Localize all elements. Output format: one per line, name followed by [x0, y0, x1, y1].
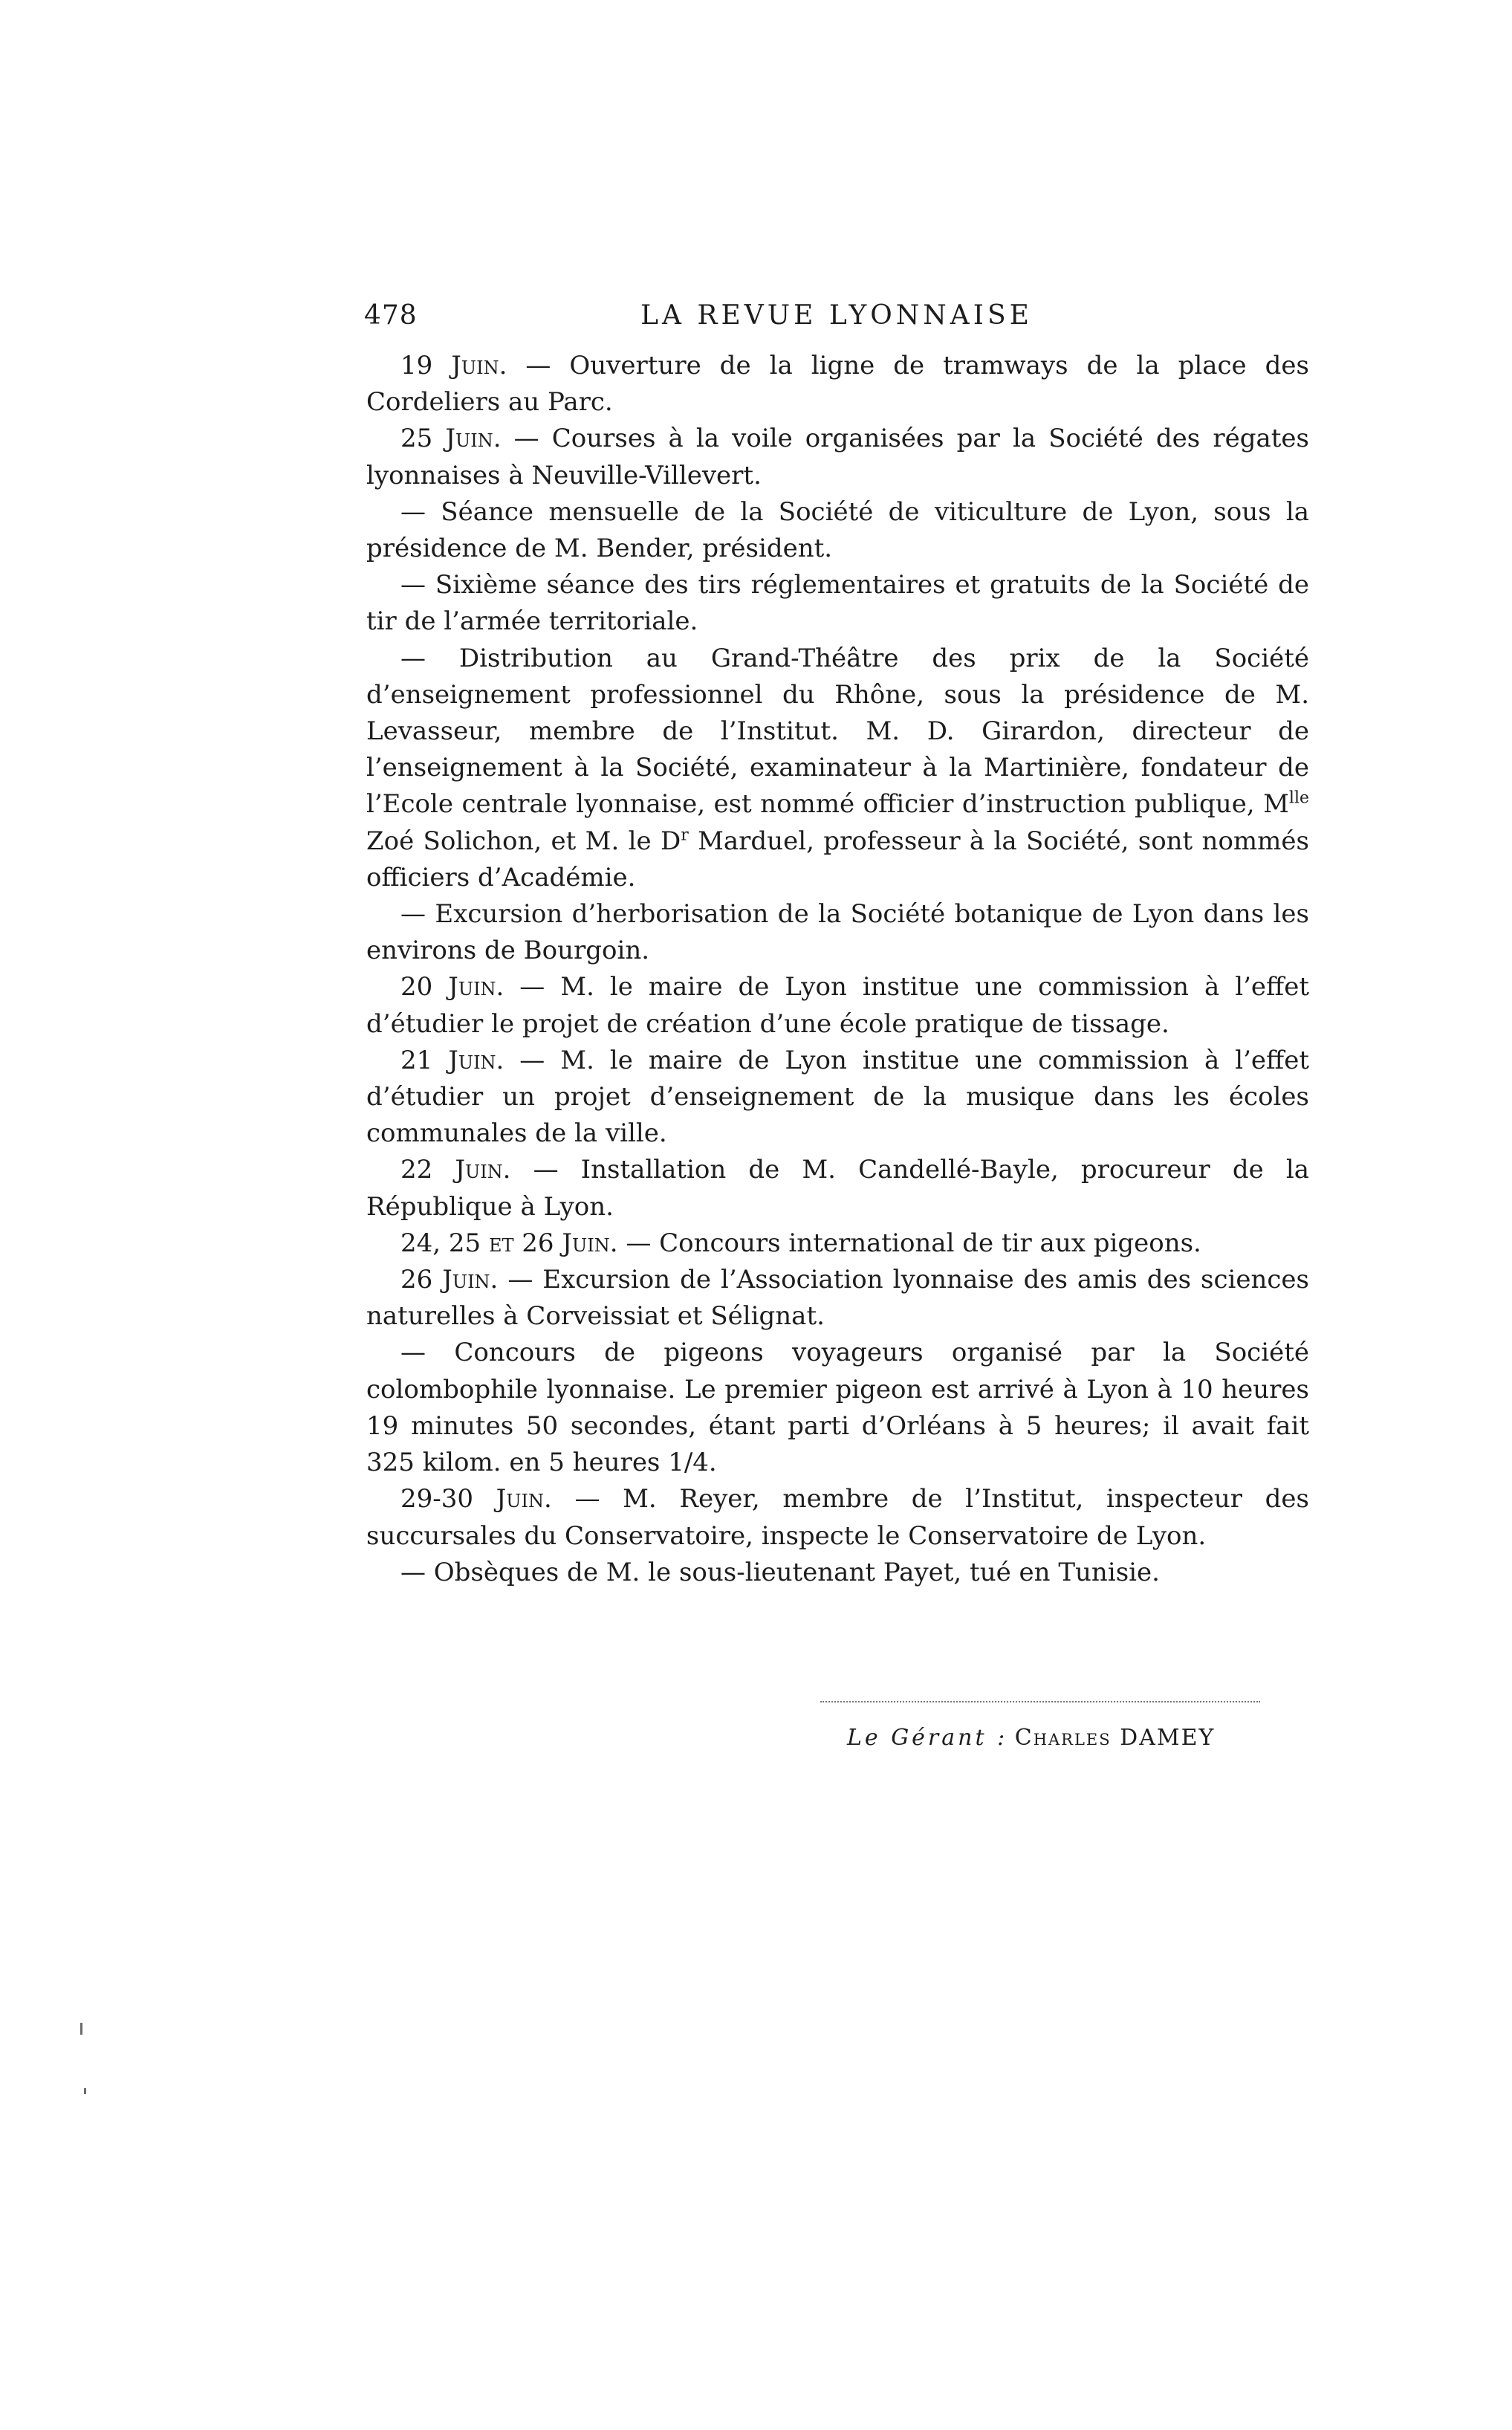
margin-speck	[80, 2023, 82, 2035]
entry	[366, 1152, 1309, 1225]
entry-date: 21 Juin.	[400, 1045, 504, 1075]
entry-text: — Concours international de tir aux pigeons.	[617, 1228, 1201, 1258]
entry	[366, 348, 1309, 421]
entry	[366, 567, 1309, 640]
entry	[366, 896, 1309, 969]
entry	[366, 1481, 1309, 1554]
entry-text: — Excursion d’herborisation de la Société botanique de Lyon dans les environs de Bourgoin.	[366, 899, 1309, 966]
superscript: lle	[1288, 789, 1309, 809]
entry	[366, 421, 1309, 493]
entry	[366, 969, 1309, 1042]
entry-text: — M. Reyer, membre de l’Institut, inspecteur des succursales du Conservatoire, inspecte le Conservatoire de Lyon.	[366, 1484, 1310, 1551]
entry	[366, 494, 1309, 567]
entry	[366, 641, 1309, 896]
entry	[366, 1225, 1309, 1262]
signature-line	[847, 1725, 1215, 1751]
title-abbrev: M	[1263, 789, 1289, 820]
signature-name: Charles DAMEY	[1014, 1725, 1216, 1751]
entry-text: — Sixième séance des tirs réglementaires et gratuits de la Société de tir de l’armée territoriale.	[366, 570, 1309, 637]
entry	[366, 1555, 1309, 1591]
entry-text: — Distribution au Grand-Théâtre des prix de la Société d’enseignement professionnel du Rhône, sous la présidence de M. Levasseur, membre de l’Institut. M. D. Girardon, directeur de l’enseignement à la Société, examinateur à la Martinière, fondateur de l’Ecole centrale lyonnaise, est nommé officier d’instruction publique,	[366, 643, 1309, 820]
running-title: LA REVUE LYONNAISE	[640, 300, 1033, 331]
page-number: 478	[364, 300, 418, 331]
entry-date: 29-30 Juin.	[400, 1484, 552, 1514]
entry-date: 20 Juin.	[400, 972, 504, 1002]
page-header	[364, 300, 1309, 345]
entry	[366, 1262, 1309, 1335]
signature-label: Le Gérant :	[847, 1725, 1008, 1751]
entry-text: — Excursion de l’Association lyonnaise des amis des sciences naturelles à Corveissiat et Sélignat.	[366, 1265, 1310, 1332]
entry	[366, 1043, 1309, 1153]
entry-date: 22 Juin.	[400, 1155, 511, 1185]
chronicle-body	[366, 348, 1309, 1591]
entry-text: — Séance mensuelle de la Société de viticulture de Lyon, sous la présidence de M. Bender, président.	[366, 496, 1309, 564]
entry-text: — Concours de pigeons voyageurs organisé par la Société colombophile lyonnaise. Le premier pigeon est arrivé à Lyon à 10 heures 19 minutes 50 secondes, étant parti d’Orléans à 5 heures; il avait fait 325 kilom. en 5 heures 1/4.	[366, 1338, 1309, 1478]
signature-divider	[820, 1701, 1260, 1702]
entry-date: 25 Juin.	[400, 424, 502, 454]
entry-text: Marduel, professeur à la Société, sont nommés officiers d’Académie.	[366, 826, 1309, 892]
entry-text: — M. le maire de Lyon institue une commission à l’effet d’étudier le projet de création d’une école pratique de tissage.	[366, 972, 1309, 1039]
entry-date: 19 Juin.	[400, 351, 507, 380]
entry-text: — M. le maire de Lyon institue une commission à l’effet d’étudier un projet d’enseignement de la musique dans les écoles communales de la ville.	[366, 1045, 1309, 1149]
entry-date: 24, 25 et 26 Juin.	[400, 1228, 618, 1258]
margin-speck	[84, 2088, 86, 2094]
superscript: r	[681, 826, 689, 845]
entry	[366, 1335, 1309, 1481]
entry-date: 26 Juin.	[400, 1265, 499, 1295]
entry-text: — Obsèques de M. le sous-lieutenant Payet, tué en Tunisie.	[400, 1557, 1160, 1587]
entry-text: — Installation de M. Candellé-Bayle, procureur de la République à Lyon.	[366, 1155, 1309, 1222]
entry-text: Zoé Solichon, et M. le D	[366, 826, 681, 856]
entry-text: — Ouverture de la ligne de tramways de la place des Cordeliers au Parc.	[366, 351, 1309, 418]
entry-text: — Courses à la voile organisées par la Société des régates lyonnaises à Neuville-Villevert.	[366, 424, 1309, 490]
